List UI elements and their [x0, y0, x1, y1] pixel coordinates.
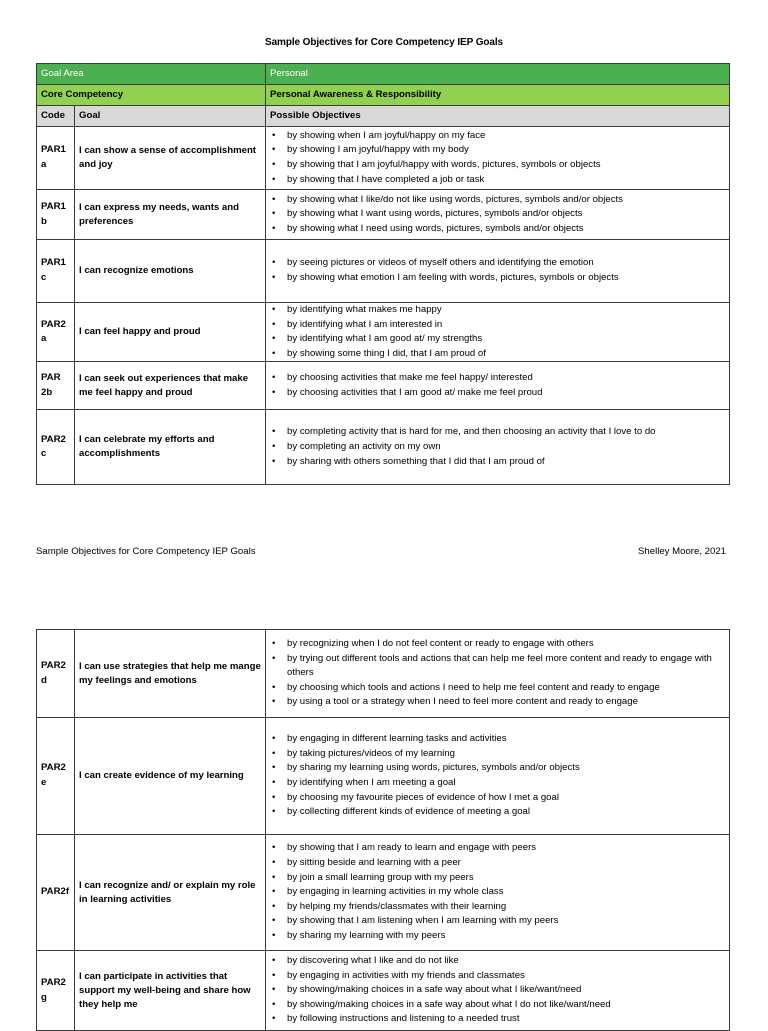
- objective-item: • by showing when I am joyful/happy on my face: [270, 129, 725, 144]
- document-title: Sample Objectives for Core Competency IEP Goals: [265, 37, 503, 48]
- column-header-code: Code: [37, 106, 75, 127]
- footer-left: Sample Objectives for Core Competency IEP Goals: [36, 546, 256, 557]
- objectives-cell: [266, 630, 730, 718]
- column-header-objectives: Possible Objectives: [266, 106, 730, 127]
- goal-text: I can celebrate my efforts and accomplishments: [75, 410, 266, 485]
- objective-item: • by showing that I am joyful/happy with words, pictures, symbols or objects: [270, 158, 725, 173]
- objective-item: • by engaging in different learning tasks and activities: [270, 732, 725, 747]
- goal-row: [37, 127, 730, 190]
- core-competency-row: [37, 85, 730, 106]
- goal-area-label: Goal Area: [37, 64, 266, 85]
- objective-item: • by showing what I like/do not like using words, pictures, symbols and/or objects: [270, 193, 725, 208]
- goal-text: I can show a sense of accomplishment and joy: [75, 127, 266, 190]
- column-header-row: [37, 106, 730, 127]
- objective-item: • by sitting beside and learning with a peer: [270, 856, 725, 871]
- goal-code: PAR1a: [37, 127, 75, 190]
- objectives-cell: [266, 835, 730, 951]
- goal-code: PAR2a: [37, 303, 75, 362]
- goal-text: I can create evidence of my learning: [75, 718, 266, 835]
- footer-right: Shelley Moore, 2021: [638, 546, 726, 557]
- goal-area-value: Personal: [266, 64, 730, 85]
- objective-item: • by following instructions and listening to a needed trust: [270, 1012, 725, 1027]
- goal-code: PAR1c: [37, 240, 75, 303]
- objective-item: • by choosing activities that make me feel happy/ interested: [270, 371, 725, 386]
- objectives-cell: [266, 240, 730, 303]
- objectives-cell: [266, 303, 730, 362]
- goal-text: I can use strategies that help me mange my feelings and emotions: [75, 630, 266, 718]
- objective-item: • by showing what I want using words, pictures, symbols and/or objects: [270, 207, 725, 222]
- objectives-list: [270, 637, 725, 710]
- objective-item: • by showing that I am ready to learn and engage with peers: [270, 841, 725, 856]
- goal-code: PAR2e: [37, 718, 75, 835]
- objective-item: • by identifying what makes me happy: [270, 303, 725, 318]
- objective-item: • by showing what I need using words, pictures, symbols and/or objects: [270, 222, 725, 237]
- objectives-list: [270, 425, 725, 469]
- objectives-table-page1: [36, 63, 730, 485]
- objective-item: • by engaging in learning activities in my whole class: [270, 885, 725, 900]
- objective-item: • by identifying what I am interested in: [270, 318, 725, 333]
- objective-item: • by recognizing when I do not feel content or ready to engage with others: [270, 637, 725, 652]
- objectives-list: [270, 303, 725, 361]
- objective-item: • by choosing activities that I am good at/ make me feel proud: [270, 386, 725, 401]
- goal-row: [37, 410, 730, 485]
- objectives-cell: [266, 410, 730, 485]
- goal-text: I can express my needs, wants and preferences: [75, 190, 266, 240]
- goal-row: [37, 190, 730, 240]
- core-competency-label: Core Competency: [37, 85, 266, 106]
- objectives-cell: [266, 951, 730, 1031]
- objective-item: • by showing/making choices in a safe way about what I do not like/want/need: [270, 998, 725, 1013]
- objectives-list: [270, 129, 725, 187]
- objectives-cell: [266, 718, 730, 835]
- objective-item: • by showing some thing I did, that I am proud of: [270, 347, 725, 362]
- objective-item: • by showing what emotion I am feeling with words, pictures, symbols or objects: [270, 271, 725, 286]
- objectives-cell: [266, 127, 730, 190]
- goal-row: [37, 362, 730, 410]
- goal-row: [37, 303, 730, 362]
- objectives-list: [270, 371, 725, 400]
- column-header-goal: Goal: [75, 106, 266, 127]
- objective-item: • by collecting different kinds of evidence of meeting a goal: [270, 805, 725, 820]
- objectives-list: [270, 256, 725, 285]
- objective-item: • by showing that I have completed a job or task: [270, 173, 725, 188]
- goal-row: [37, 630, 730, 718]
- objective-item: • by sharing my learning using words, pictures, symbols and/or objects: [270, 761, 725, 776]
- objective-item: • by completing activity that is hard for me, and then choosing an activity that I love to do: [270, 425, 725, 440]
- goal-code: PAR2f: [37, 835, 75, 951]
- goal-code: PAR1b: [37, 190, 75, 240]
- objectives-cell: [266, 190, 730, 240]
- objectives-table-page2: [36, 629, 730, 1031]
- objective-item: • by identifying when I am meeting a goal: [270, 776, 725, 791]
- goal-code: PAR 2b: [37, 362, 75, 410]
- objectives-list: [270, 841, 725, 943]
- objectives-list: [270, 732, 725, 820]
- objective-item: • by choosing my favourite pieces of evidence of how I met a goal: [270, 791, 725, 806]
- objective-item: • by helping my friends/classmates with their learning: [270, 900, 725, 915]
- goal-text: I can seek out experiences that make me feel happy and proud: [75, 362, 266, 410]
- goal-text: I can participate in activities that support my well-being and share how they help me: [75, 951, 266, 1031]
- objective-item: • by engaging in activities with my friends and classmates: [270, 969, 725, 984]
- goal-text: I can feel happy and proud: [75, 303, 266, 362]
- goal-code: PAR2c: [37, 410, 75, 485]
- objective-item: • by seeing pictures or videos of myself others and identifying the emotion: [270, 256, 725, 271]
- objective-item: • by sharing my learning with my peers: [270, 929, 725, 944]
- objective-item: • by sharing with others something that I did that I am proud of: [270, 455, 725, 470]
- goal-code: PAR2d: [37, 630, 75, 718]
- goal-row: [37, 718, 730, 835]
- objective-item: • by discovering what I like and do not like: [270, 954, 725, 969]
- objective-item: • by using a tool or a strategy when I need to feel more content and ready to engage: [270, 695, 725, 710]
- objective-item: • by join a small learning group with my peers: [270, 871, 725, 886]
- objectives-list: [270, 954, 725, 1027]
- core-competency-value: Personal Awareness & Responsibility: [266, 85, 730, 106]
- goal-row: [37, 951, 730, 1031]
- objective-item: • by trying out different tools and actions that can help me feel more content and ready to engage with others: [270, 652, 725, 681]
- objective-item: • by showing/making choices in a safe way about what I like/want/need: [270, 983, 725, 998]
- objective-item: • by completing an activity on my own: [270, 440, 725, 455]
- goal-area-row: [37, 64, 730, 85]
- objective-item: • by showing I am joyful/happy with my body: [270, 143, 725, 158]
- goal-text: I can recognize emotions: [75, 240, 266, 303]
- goal-code: PAR2g: [37, 951, 75, 1031]
- objectives-list: [270, 193, 725, 237]
- objective-item: • by taking pictures/videos of my learning: [270, 747, 725, 762]
- objective-item: • by choosing which tools and actions I need to help me feel content and ready to engage: [270, 681, 725, 696]
- objective-item: • by showing that I am listening when I am learning with my peers: [270, 914, 725, 929]
- goal-text: I can recognize and/ or explain my role in learning activities: [75, 835, 266, 951]
- goal-row: [37, 835, 730, 951]
- objective-item: • by identifying what I am good at/ my strengths: [270, 332, 725, 347]
- objectives-cell: [266, 362, 730, 410]
- goal-row: [37, 240, 730, 303]
